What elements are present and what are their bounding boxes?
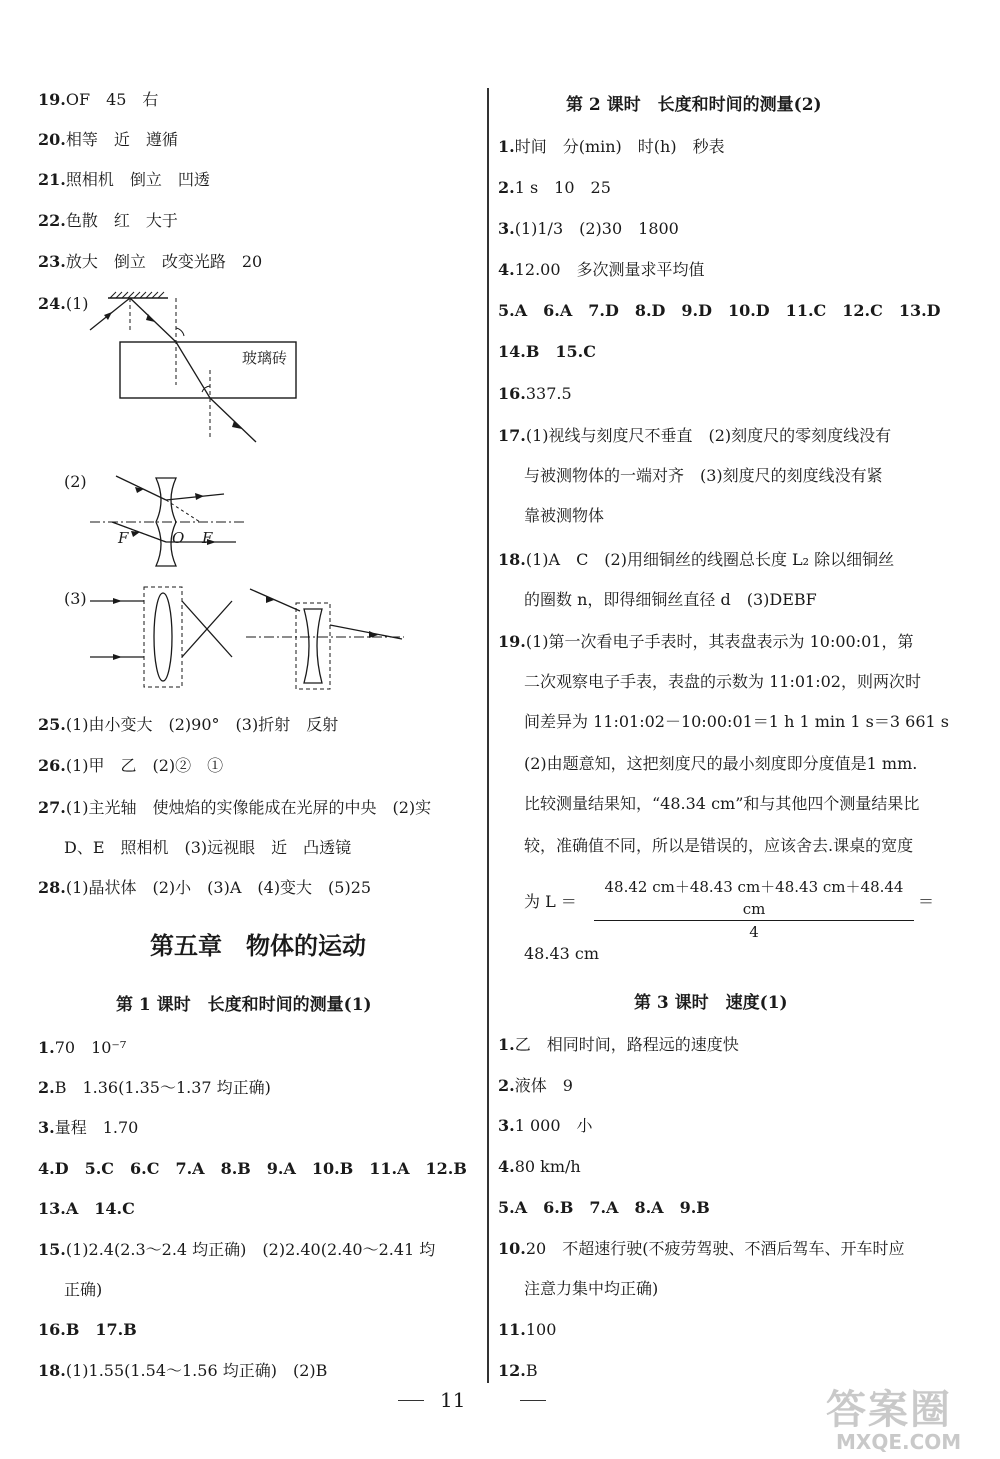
l3-answer-12: 12.B bbox=[498, 1361, 538, 1380]
l2-answer-3: 3.(1)1/3 (2)30 1800 bbox=[498, 219, 679, 238]
l1-answer-2: 2.B 1.36(1.35～1.37 均正确) bbox=[38, 1078, 271, 1097]
lesson-1-title: 第 1 课时 长度和时间的测量(1) bbox=[116, 995, 372, 1015]
l3-answer-5-9: 5.A 6.B 7.A 8.A 9.B bbox=[498, 1198, 710, 1217]
l2-answer-17: 17.(1)视线与刻度尺不垂直 (2)刻度尺的零刻度线没有 bbox=[498, 426, 892, 445]
lesson-3-title: 第 3 课时 速度(1) bbox=[634, 993, 788, 1013]
focus-f-right: F bbox=[202, 529, 213, 547]
l2-answer-19-c4: 比较测量结果知，“48.34 cm”和与其他四个测量结果比 bbox=[524, 794, 920, 813]
l2-answer-19-c2: 间差异为 11:01:02－10:00:01＝1 h 1 min 1 s＝3 661 s bbox=[524, 712, 949, 731]
formula-numerator: 48.42 cm＋48.43 cm＋48.43 cm＋48.44 cm bbox=[604, 878, 904, 918]
l1-answer-15: 15.(1)2.4(2.3～2.4 均正确) (2)2.40(2.40～2.41 均 bbox=[38, 1240, 436, 1259]
answer-22: 22.色散 红 大于 bbox=[38, 211, 178, 230]
l1-answer-18: 18.(1)1.55(1.54～1.56 均正确) (2)B bbox=[38, 1361, 328, 1380]
l2-answer-19-c3: (2)由题意知，这把刻度尺的最小刻度即分度值是1 mm. bbox=[524, 754, 918, 773]
answer-27: 27.(1)主光轴 使烛焰的实像能成在光屏的中央 (2)实 bbox=[38, 798, 432, 817]
l3-answer-10-cont: 注意力集中均正确) bbox=[524, 1279, 659, 1298]
lesson-2-title: 第 2 课时 长度和时间的测量(2) bbox=[566, 95, 822, 115]
l3-answer-1: 1.乙 相同时间，路程远的速度快 bbox=[498, 1035, 739, 1054]
l1-answer-16-17: 16.B 17.B bbox=[38, 1320, 137, 1339]
answer-23: 23.放大 倒立 改变光路 20 bbox=[38, 252, 263, 271]
answer-25: 25.(1)由小变大 (2)90° (3)折射 反射 bbox=[38, 715, 339, 734]
glass-brick-label: 玻璃砖 bbox=[242, 349, 288, 367]
page-number: 11 bbox=[440, 1388, 466, 1412]
l3-answer-10: 10.20 不超速行驶(不疲劳驾驶、不酒后驾车、开车时应 bbox=[498, 1239, 905, 1258]
answer-19: 19.OF 45 右 bbox=[38, 90, 159, 109]
answer-28: 28.(1)晶状体 (2)小 (3)A (4)变大 (5)25 bbox=[38, 878, 372, 897]
l1-answer-15-cont: 正确) bbox=[64, 1280, 103, 1299]
answer-20: 20.相等 近 遵循 bbox=[38, 130, 178, 149]
l3-answer-2: 2.液体 9 bbox=[498, 1076, 573, 1095]
l3-answer-11: 11.100 bbox=[498, 1320, 557, 1339]
formula-fraction bbox=[594, 876, 914, 943]
diagram-2-label: (2) bbox=[64, 472, 87, 491]
l2-answer-14-15: 14.B 15.C bbox=[498, 342, 596, 361]
chapter-title: 第五章 物体的运动 bbox=[150, 931, 366, 960]
l2-answer-18-cont: 的圈数 n，即得细铜丝直径 d (3)DEBF bbox=[524, 590, 817, 609]
l2-answer-18: 18.(1)A C (2)用细铜丝的线圈总长度 L₂ 除以细铜丝 bbox=[498, 550, 895, 569]
formula-result: 48.43 cm bbox=[524, 944, 600, 963]
watermark-url: MXQE.COM bbox=[836, 1430, 962, 1454]
answer-27-cont: D、E 照相机 (3)远视眼 近 凸透镜 bbox=[64, 838, 352, 857]
watermark-logo: 答案圈 bbox=[826, 1387, 952, 1433]
answer-24: 24.(1) bbox=[38, 294, 89, 313]
l2-answer-19-c5: 较，准确值不同，所以是错误的，应该舍去.课桌的宽度 bbox=[524, 836, 914, 855]
footer-dash-right bbox=[520, 1400, 546, 1401]
l2-answer-16: 16.337.5 bbox=[498, 384, 572, 403]
l3-answer-3: 3.1 000 小 bbox=[498, 1116, 593, 1135]
l1-answer-13-14: 13.A 14.C bbox=[38, 1199, 135, 1218]
l2-answer-17-cont1: 与被测物体的一端对齐 (3)刻度尺的刻度线没有紧 bbox=[524, 466, 883, 485]
l2-answer-5-13: 5.A 6.A 7.D 8.D 9.D 10.D 11.C 12.C 13.D bbox=[498, 301, 941, 320]
formula-denominator: 4 bbox=[749, 923, 759, 941]
l2-answer-19-c1: 二次观察电子手表，表盘的示数为 11:01:02，则两次时 bbox=[524, 672, 921, 691]
l3-answer-4: 4.80 km/h bbox=[498, 1157, 581, 1176]
answer-26: 26.(1)甲 乙 (2)② ① bbox=[38, 756, 224, 775]
l1-answer-1: 1.70 10⁻⁷ bbox=[38, 1038, 127, 1057]
focus-f-left: F bbox=[118, 529, 129, 547]
optical-center-o: O bbox=[172, 529, 185, 547]
column-divider bbox=[487, 88, 489, 1383]
answer-21: 21.照相机 倒立 凹透 bbox=[38, 170, 210, 189]
l1-answer-4-12: 4.D 5.C 6.C 7.A 8.B 9.A 10.B 11.A 12.B bbox=[38, 1159, 467, 1178]
footer-dash-left bbox=[398, 1400, 424, 1401]
formula-lhs: 为 L ＝ bbox=[524, 892, 577, 911]
l2-answer-4: 4.12.00 多次测量求平均值 bbox=[498, 260, 705, 279]
l1-answer-3: 3.量程 1.70 bbox=[38, 1118, 139, 1137]
l2-answer-2: 2.1 s 10 25 bbox=[498, 178, 611, 197]
l2-answer-17-cont2: 靠被测物体 bbox=[524, 506, 605, 525]
l2-answer-1: 1.时间 分(min) 时(h) 秒表 bbox=[498, 137, 725, 156]
diagram-3-label: (3) bbox=[64, 589, 87, 608]
l2-answer-19: 19.(1)第一次看电子手表时，其表盘表示为 10:00:01，第 bbox=[498, 632, 914, 651]
formula-equals: ＝ bbox=[918, 892, 935, 911]
